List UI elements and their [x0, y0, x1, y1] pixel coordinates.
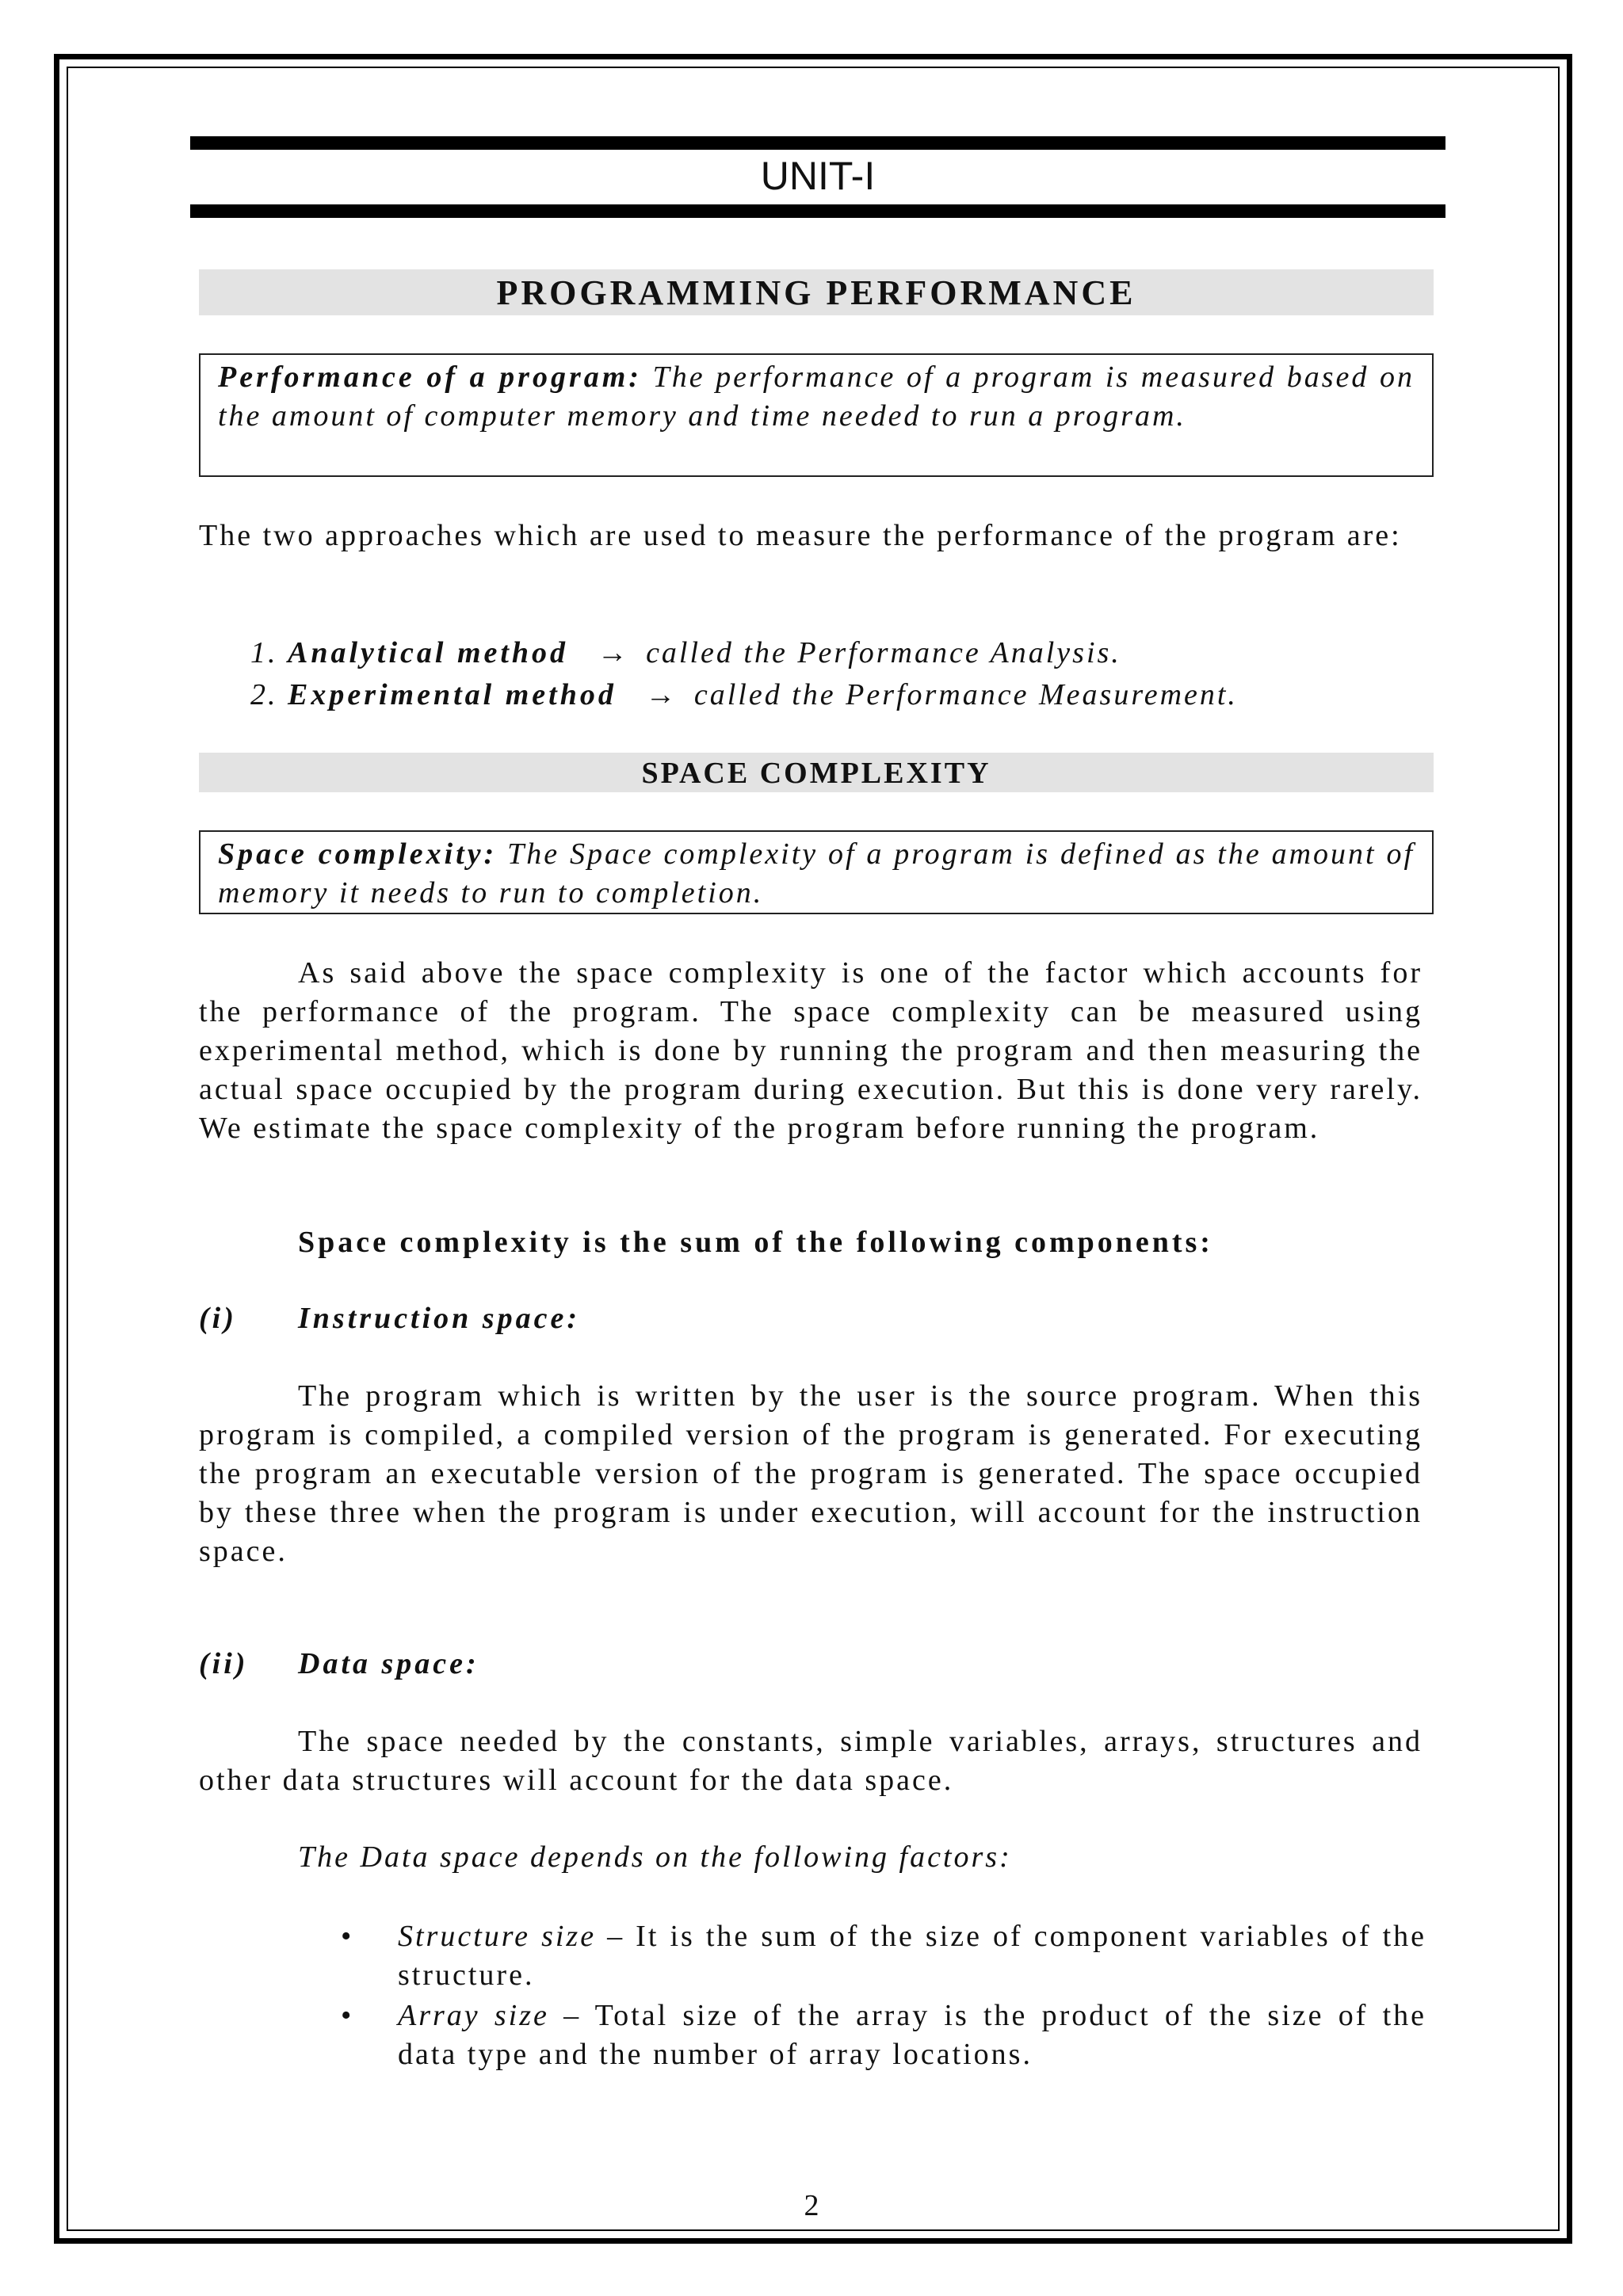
approach-item: [250, 634, 1121, 673]
bullet-icon: •: [341, 1999, 354, 2032]
arrow-icon: →: [597, 636, 630, 669]
method-description: called the Performance Measurement.: [693, 678, 1238, 711]
unit-title: UNIT-I: [760, 154, 876, 198]
method-description: called the Performance Analysis.: [646, 636, 1121, 669]
instruction-space-label: (i): [199, 1302, 237, 1335]
definition-term: Space complexity:: [218, 837, 498, 871]
arrow-icon: →: [645, 678, 678, 711]
data-space-label: (ii): [199, 1647, 249, 1680]
method-name: Experimental method: [288, 678, 617, 711]
item-number: 2.: [250, 678, 278, 711]
factor-text: – It is the sum of the size of component variables of the structure.: [398, 1920, 1426, 1992]
data-space-factors-intro: The Data space depends on the following factors:: [298, 1840, 1012, 1874]
factor-text: – Total size of the array is the product of the size of the data type and the number of array locations.: [398, 1999, 1426, 2071]
components-heading: Space complexity is the sum of the following components:: [298, 1226, 1213, 1259]
bullet-icon: •: [341, 1920, 354, 1953]
item-number: 1.: [250, 636, 278, 669]
instruction-space-paragraph: The program which is written by the user is the source program. When this program is compiled, a compiled version of the program is generated. For executing the program an executable version of the program is generated. The space occupied by these three when the program is under execution, will account for the instruction space.: [199, 1379, 1423, 1568]
data-space-title: Data space:: [298, 1647, 479, 1680]
factor-term: Structure size: [398, 1920, 597, 1953]
factor-list-item: [341, 1997, 1426, 2074]
factor-term: Array size: [398, 1999, 549, 2032]
space-complexity-paragraph: As said above the space complexity is one of the factor which accounts for the performance of the program. The space complexity can be measured using experimental method, which is done by running the program and then measuring the actual space occupied by the program during execution. But this is done very rarely. We estimate the space complexity of the program before running the program.: [199, 956, 1423, 1145]
definition-term: Performance of a program:: [218, 360, 642, 394]
data-space-paragraph: The space needed by the constants, simple variables, arrays, structures and other data structures will account for the data space.: [199, 1725, 1423, 1797]
definition-text: The Space complexity of a program is defined as the amount of memory it needs to run to completion.: [218, 837, 1415, 910]
factor-list-item: [341, 1917, 1426, 1995]
section-heading-performance: PROGRAMMING PERFORMANCE: [199, 269, 1434, 315]
header-rule-top: [190, 136, 1445, 150]
method-name: Analytical method: [288, 636, 569, 669]
approaches-intro: The two approaches which are used to measure the performance of the program are:: [199, 519, 1402, 552]
section-heading-space-complexity: SPACE COMPLEXITY: [199, 753, 1434, 792]
page-number: 2: [804, 2189, 819, 2222]
space-definition-box: [199, 830, 1434, 914]
definition-text: The performance of a program is measured based on the amount of computer memory and time needed to run a program.: [218, 360, 1415, 433]
approach-item: [250, 676, 1238, 715]
header-rule-bottom: [190, 204, 1445, 218]
instruction-space-title: Instruction space:: [298, 1302, 580, 1335]
performance-definition-box: [199, 353, 1434, 477]
